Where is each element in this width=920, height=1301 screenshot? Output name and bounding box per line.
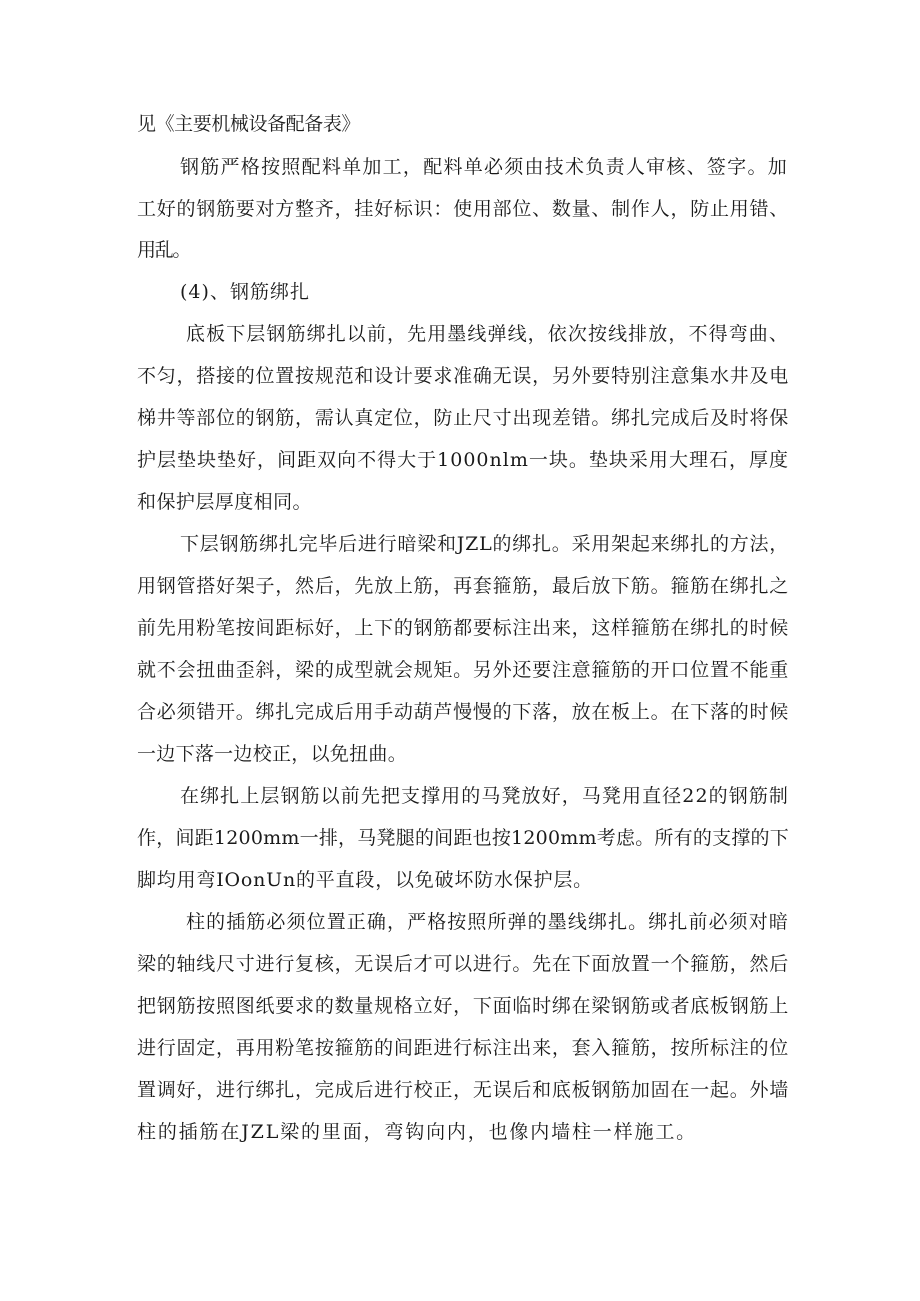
text-line: 见《主要机械设备配备表》 [137,113,360,135]
text-line: 用乱。 [137,239,190,261]
text-line: 把钢筋按照图纸要求的数量规格立好，下面临时绑在梁钢筋或者底板钢筋上 [137,995,789,1017]
text-line: 和保护层厚度相同。 [137,491,312,513]
text-line: 前先用粉笔按间距标好，上下的钢筋都要标注出来，这样箍筋在绑扎的时候 [137,617,789,639]
text-line: 下层钢筋绑扎完毕后进行暗梁和JZL的绑扎。采用架起来绑扎的方法， [180,533,790,555]
text-line: 就不会扭曲歪斜，梁的成型就会规矩。另外还要注意箍筋的开口位置不能重 [137,659,789,681]
text-line: 脚均用弯IOonUn的平直段，以免破坏防水保护层。 [137,869,593,891]
text-line: 置调好，进行绑扎，完成后进行校正，无误后和底板钢筋加固在一起。外墙 [137,1079,789,1101]
text-line: 不匀，搭接的位置按规范和设计要求准确无误，另外要特别注意集水井及电 [137,365,789,387]
text-line: 柱的插筋在JZL梁的里面，弯钩向内，也像内墙柱一样施工。 [137,1121,698,1143]
text-line: 梯井等部位的钢筋，需认真定位，防止尺寸出现差错。绑扎完成后及时将保 [137,407,789,429]
text-line: 钢筋严格按照配料单加工，配料单必须由技术负责人审核、签字。加 [180,156,788,178]
text-line: 柱的插筋必须位置正确，严格按照所弹的墨线绑扎。绑扎前必须对暗 [186,911,789,933]
text-line: 合必须错开。绑扎完成后用手动葫芦慢慢的下落，放在板上。在下落的时候 [137,701,789,723]
text-line: 用钢管搭好架子，然后，先放上筋，再套箍筋，最后放下筋。箍筋在绑扎之 [137,575,789,597]
text-line: 在绑扎上层钢筋以前先把支撑用的马凳放好，马凳用直径22的钢筋制 [180,785,789,807]
text-line: 作，间距1200mm一排，马凳腿的间距也按1200mm考虑。所有的支撑的下 [137,827,789,849]
text-line: 护层垫块垫好，间距双向不得大于1000nlm一块。垫块采用大理石，厚度 [137,449,789,471]
text-line: 工好的钢筋要对方整齐，挂好标识：使用部位、数量、制作人，防止用错、 [137,198,789,220]
text-line: 梁的轴线尺寸进行复核，无误后才可以进行。先在下面放置一个箍筋，然后 [137,953,789,975]
section-heading: (4)、钢筋绑扎 [180,281,310,303]
text-line: 一边下落一边校正，以免扭曲。 [137,743,407,765]
text-line: 底板下层钢筋绑扎以前，先用墨线弹线，依次按线排放，不得弯曲、 [186,323,789,345]
text-line: 进行固定，再用粉笔按箍筋的间距进行标注出来，套入箍筋，按所标注的位 [137,1037,789,1059]
